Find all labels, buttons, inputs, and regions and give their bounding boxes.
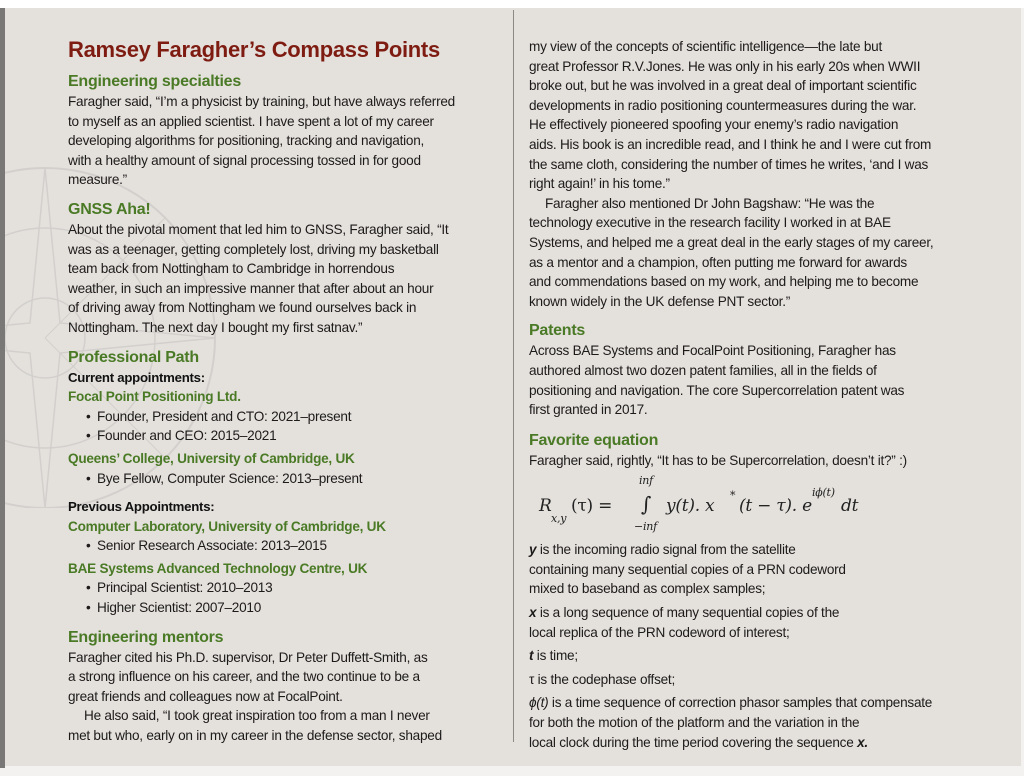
heading-gnss-aha: GNSS Aha! (68, 200, 151, 218)
paragraph-line: measure.” (68, 172, 127, 188)
eq-conjugate: * (730, 489, 736, 503)
right-column (529, 0, 1009, 752)
appointment-item: • Founder, President and CTO: 2021–present (68, 407, 488, 427)
definition-phi: ϕ(t) is a time sequence of correction phasor samples that compensate (529, 695, 933, 711)
paragraph-line: developing algorithms for positioning, tracking and navigation, (68, 133, 425, 149)
heading-engineering-mentors: Engineering mentors (68, 628, 224, 646)
supercorrelation-equation (529, 470, 1009, 540)
paragraph-line: local clock during the time period covering the sequence x. (529, 734, 868, 750)
paragraph-line: my view of the concepts of scientific intelligence—the late but (529, 39, 882, 54)
paragraph-line: and commendations based on my work, and helping me to become (529, 274, 919, 290)
paragraph-line: of driving away from Nottingham we found ourselves back in (68, 300, 417, 316)
eq-lower-limit: −inf (634, 520, 657, 534)
org-name: Queens’ College, University of Cambridge, UK (68, 450, 355, 466)
paragraph-line: developments in radio positioning countermeasures during the war. (529, 97, 917, 113)
appointment-item: • Bye Fellow, Computer Science: 2013–present (68, 469, 488, 489)
eq-lhs-subscript: x,y (551, 512, 567, 526)
current-appointments-label: Current appointments: (68, 369, 205, 385)
paragraph-line: authored almost two dozen patent families, all in the fields of (529, 362, 877, 378)
eq-lhs: R (539, 496, 552, 517)
paragraph-line: met but who, early on in my career in the defense sector, shaped (68, 728, 442, 744)
eq-integral-sign: ∫ (641, 492, 652, 517)
paragraph-line: containing many sequential copies of a PRN codeword (529, 561, 846, 577)
paragraph-line: broke out, but he was involved in a great deal of important scientific (529, 78, 917, 94)
paragraph-line: mixed to baseband as complex samples; (529, 581, 766, 597)
eq-upper-limit: inf (639, 474, 653, 488)
definition-y: y is the incoming radio signal from the satellite (529, 542, 796, 558)
definition-tau: τ is the codephase offset; (529, 671, 675, 687)
left-column (68, 0, 488, 746)
paragraph-line: Faragher said, “I’m a physicist by training, but have always referred (68, 94, 455, 109)
definition-t: t is time; (529, 648, 578, 664)
paragraph-line: technology executive in the research facility I worked in at BAE (529, 215, 891, 231)
paragraph-line: About the pivotal moment that led him to GNSS, Faragher said, “It (68, 221, 449, 237)
column-divider (513, 10, 514, 742)
paragraph-line: for both the motion of the platform and the variation in the (529, 715, 860, 731)
paragraph-line: team back from Nottingham to Cambridge in horrendous (68, 261, 395, 277)
paragraph-line: Systems, and helped me a great deal in the early stages of my career, (529, 234, 934, 250)
paragraph-line: Across BAE Systems and FocalPoint Positioning, Faragher has (529, 343, 896, 359)
previous-appointments-label: Previous Appointments: (68, 499, 215, 515)
paragraph-line: known widely in the UK defense PNT sector.” (529, 293, 791, 309)
paragraph-line: first granted in 2017. (529, 402, 648, 418)
paragraph-line: right again!’ in his tome.” (529, 176, 670, 192)
paragraph-line: to myself as an applied scientist. I have spent a lot of my career (68, 113, 434, 129)
paragraph-line: the same cloth, considering the number of times he writes, ‘and I was (529, 156, 929, 172)
paragraph-line: was as a teenager, getting completely lost, driving my basketball (68, 241, 439, 257)
window-bottom-bar (5, 766, 1024, 776)
paragraph-line: local replica of the PRN codeword of interest; (529, 624, 790, 640)
appointment-item: • Higher Scientist: 2007–2010 (68, 598, 488, 618)
eq-exponent: iϕ(t) (812, 486, 835, 500)
org-name: Computer Laboratory, University of Cambridge, UK (68, 518, 386, 534)
heading-professional-path: Professional Path (68, 348, 199, 366)
paragraph-line: great Professor R.V.Jones. He was only in his early 20s when WWII (529, 58, 921, 74)
eq-body: y(t). x (666, 496, 715, 517)
paragraph-line: positioning and navigation. The core Supercorrelation patent was (529, 382, 905, 398)
paragraph-line: Faragher also mentioned Dr John Bagshaw: “He was the (545, 195, 875, 211)
paragraph-line: Nottingham. The next day I bought my first satnav.” (68, 319, 363, 335)
equation-intro: Faragher said, rightly, “It has to be Supercorrelation, doesn’t it?” :) (529, 452, 907, 468)
article-title: Ramsey Faragher’s Compass Points (68, 37, 440, 62)
paragraph-line: great friends and colleagues now at FocalPoint. (68, 688, 343, 704)
paragraph-line: a strong influence on his career, and the two continue to be a (68, 669, 420, 685)
paragraph-line: with a healthy amount of signal processing tossed in for good (68, 152, 421, 168)
heading-favorite-equation: Favorite equation (529, 431, 659, 449)
eq-dt: dt (841, 496, 859, 517)
eq-lhs-arg: (τ) = (571, 496, 613, 517)
paragraph-line: as a mentor and a champion, often putting me forward for awards (529, 254, 907, 270)
org-name: Focal Point Positioning Ltd. (68, 389, 241, 405)
paragraph-line: He also said, “I took great inspiration too from a man I never (84, 708, 430, 724)
paragraph-line: aids. His book is an incredible read, and I think he and I were cut from (529, 136, 932, 152)
heading-engineering-specialties: Engineering specialties (68, 73, 241, 90)
org-name: BAE Systems Advanced Technology Centre, UK (68, 560, 368, 576)
definition-x: x is a long sequence of many sequential copies of the (529, 605, 840, 621)
appointment-item: • Principal Scientist: 2010–2013 (68, 578, 488, 598)
eq-body2: (t − τ). e (739, 496, 812, 517)
paragraph-line: Faragher cited his Ph.D. supervisor, Dr Peter Duffett-Smith, as (68, 649, 428, 665)
paragraph-line: weather, in such an impressive manner that after about an hour (68, 280, 434, 296)
appointment-item: • Senior Research Associate: 2013–2015 (68, 536, 488, 556)
paragraph-line: He effectively pioneered spoofing your enemy’s radio navigation (529, 117, 899, 133)
heading-patents: Patents (529, 322, 586, 340)
appointment-item: • Founder and CEO: 2015–2021 (68, 426, 488, 446)
